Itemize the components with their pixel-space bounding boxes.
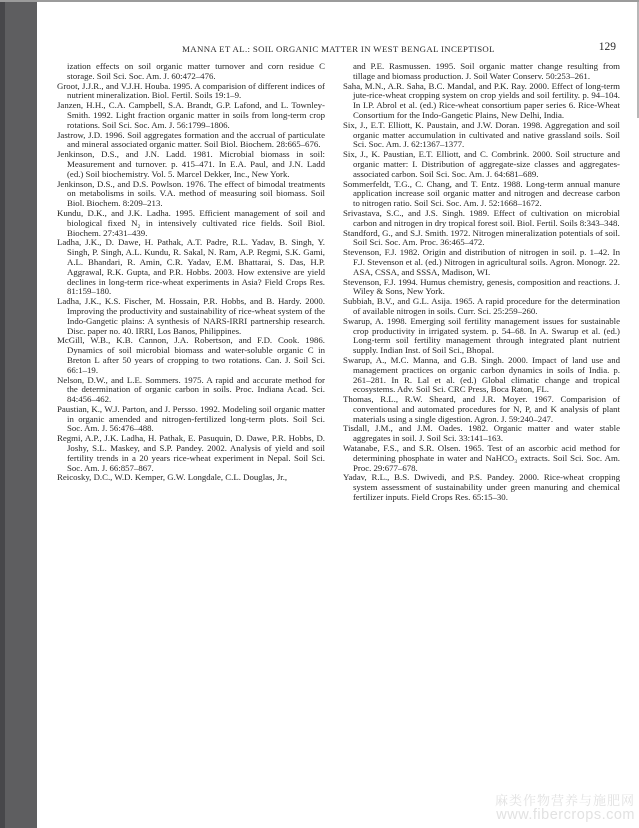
references-column-right (343, 62, 620, 503)
reference-entry: Jenkinson, D.S., and D.S. Powlson. 1976. The effect of bimodal treatments on metabolisms in soils. V.A. method of measuring soil biomass. Soil Biol. Biochem. 8:209–213. (57, 178, 325, 209)
page-top-border (0, 0, 639, 2)
reference-entry: Jenkinson, D.S., and J.N. Ladd. 1981. Microbial biomass in soil: Measurement and turnover. p. 415–471. In E.A. Paul, and J.N. Ladd (ed.) Soil biochemistry. Vol. 5. Marcel Dekker, Inc., New York. (57, 149, 325, 179)
reference-entry: Kundu, D.K., and J.K. Ladha. 1995. Efficient management of soil and biological fixed N₂ in intensively cultivated rice fields. Soil Biol. Biochem. 27:431–439. (57, 207, 325, 238)
copyright-sidebar (0, 0, 37, 828)
reference-entry: Paustian, K., W.J. Parton, and J. Persso. 1992. Modeling soil organic matter in organic amended and nitrogen-fertilized long-term plots. Soil Sci. Soc. Am. J. 56:476–488. (57, 403, 325, 434)
reference-entry: Tisdall, J.M., and J.M. Oades. 1982. Organic matter and water stable aggregates in soil. J. Soil Sci. 33:141–163. (343, 423, 620, 444)
page-header (57, 41, 620, 58)
reference-entry: Reicosky, D.C., W.D. Kemper, G.W. Longdale, C.L. Douglas, Jr., (57, 472, 288, 483)
reference-entry: Six, J., K. Paustian, E.T. Elliott, and C. Combrink. 2000. Soil structure and organic matter: I. Distribution of aggregate-size classes and aggregates-associated carbon. Soil Sci. Soc. Am. J. 64:681–689. (343, 149, 620, 179)
reference-entry: Yadav, R.L., B.S. Dwivedi, and P.S. Pandey. 2000. Rice-wheat cropping system assessment of sustainability under green manuring and chemical fertilizer inputs. Field Crops Res. 65:15–30. (343, 472, 620, 503)
reference-entry: Thomas, R.L., R.W. Sheard, and J.R. Moyer. 1967. Comparision of conventional and automated procedures for N, P, and K analysis of plant materials using a single digestion. Agron. J. 59:240–247. (343, 394, 620, 424)
reference-entry: Groot, J.J.R., and V.J.H. Houba. 1995. A comparision of different indices of nutrient mineralization. Biol. Fertil. Soils 19:1–9. (57, 80, 325, 101)
watermark-site-name: 麻类作物营养与施肥网 (494, 793, 635, 808)
reference-entry: Swarup, A., M.C. Manna, and G.B. Singh. 2000. Impact of land use and management practices on organic carbon dynamics in soils of India. p. 261–281. In R. Lal et al. (ed.) Global climatic change and tropical ecosystems. Adv. Soil Sci. CRC Press, Boca Raton, FL. (343, 354, 620, 395)
reference-entry: Stevenson, F.J. 1994. Humus chemistry, genesis, composition and reactions. J. Wiley & Sons, New York. (343, 276, 620, 297)
watermark-url: www.fibercrops.com (496, 807, 635, 823)
reference-entry: Six, J., E.T. Elliott, K. Paustain, and J.W. Doran. 1998. Aggregation and soil organic matter accumulation in cultivated and native grassland soils. Soil Sci. Soc. Am. J. 62:1367–1377. (343, 119, 620, 150)
reference-entry: Srivastava, S.C., and J.S. Singh. 1989. Effect of cultivation on microbial carbon and nitrogen in dry tropical forest soil. Biol. Fertil. Soils 8:343–348. (343, 207, 620, 228)
references-column-left (57, 62, 325, 483)
reference-entry: Jastrow, J.D. 1996. Soil aggregates formation and the accrual of particulate and mineral associated organic matter. Soil Biol. Biochem. 28:665–676. (57, 129, 325, 150)
sidebar-edge-strip (0, 0, 5, 828)
reference-entry: Stevenson, F.J. 1982. Origin and distribution of nitrogen in soil. p. 1–42. In F.J. Stevenson et al. (ed.) Nitrogen in agricultural soils. Agron. Monogr. 22. ASA, CSSA, and SSSA, Madison, WI. (343, 247, 620, 277)
reference-entry: Janzen, H.H., C.A. Campbell, S.A. Brandt, G.P. Lafond, and L. Townley-Smith. 1992. Light fraction organic matter in soils from long-term crop rotations. Soil Sci. Soc. Am. J. 56:1799–1806. (57, 100, 325, 130)
reference-entry: Watanabe, F.S., and S.R. Olsen. 1965. Test of an ascorbic acid method for determining phosphate in water and NaHCO₃ extracts. Soil Sci. Soc. Am. Proc. 29:677–678. (343, 443, 620, 473)
reference-entry: Ladha, J.K., K.S. Fischer, M. Hossain, P.R. Hobbs, and B. Hardy. 2000. Improving the productivity and sustainability of rice-wheat system of the Indo-Gangetic plains: A synthesis of NARS-IRRI partnership research. Disc. paper no. 40. IRRI, Los Banos, Philippines. (57, 296, 325, 336)
reference-entry: Swarup, A. 1998. Emerging soil fertility management issues for sustainable crop productivity in irrigated system. p. 54–68. In A. Swarup et al. (ed.) Long-term soil fertility management through integrated plant nutrient supply. Indian Inst. of Soil Sci., Bhopal. (343, 315, 620, 356)
reference-entry: Regmi, A.P., J.K. Ladha, H. Pathak, E. Pasuquin, D. Dawe, P.R. Hobbs, D. Joshy, S.L. Maskey, and S.P. Pandey. 2002. Analysis of yield and soil fertility trends in a 20 years rice-wheat experiment in Nepal. Soil Sci. Soc. Am. J. 66:857–867. (57, 433, 325, 473)
reference-entry: Ladha, J.K., D. Dawe, H. Pathak, A.T. Padre, R.L. Yadav, B. Singh, Y. Singh, P. Singh, A.L. Kundu, R. Sakal, N. Ram, A.P. Regmi, S.K. Gami, A.L. Bhandari, R. Amin, C.R. Yadav, E.M. Bhattarai, S. Das, H.P. Aggrawal, R.K. Gupta, and P.R. Hobbs. 2003. How extensive are yield declines in long-term rice-wheat experiments in Asia? Field Crops Res. 81:159–180. (57, 237, 325, 297)
reference-entry: Sommerfeldt, T.G., C. Chang, and T. Entz. 1988. Long-term annual manure application increase soil organic matter and nitrogen and decrease carbon to nitrogen ratio. Soil Sci. Soc. Am. J. 52:1668–1672. (343, 178, 620, 209)
watermark (495, 794, 635, 823)
reference-entry: Subbiah, B.V., and G.L. Asija. 1965. A rapid procedure for the determination of available nitrogen in soils. Curr. Sci. 25:259–260. (343, 296, 620, 316)
reference-entry: Nelson, D.W., and L.E. Sommers. 1975. A rapid and accurate method for the determination of organic carbon in soils. Proc. Indiana Acad. Sci. 84:456–462. (57, 374, 325, 405)
reference-entry: McGill, W.B., K.B. Cannon, J.A. Robertson, and F.D. Cook. 1986. Dynamics of soil microbial biomass and water-soluble organic C in Breton L after 50 years of cropping to two rotations. Can. J. Soil Sci. 66:1–19. (57, 335, 325, 375)
reference-entry: ization effects on soil organic matter turnover and corn residue C storage. Soil Sci. Soc. Am. J. 60:472–476. (67, 61, 325, 81)
reference-entry: and P.E. Rasmussen. 1995. Soil organic matter change resulting from tillage and biomass production. J. Soil Water Conserv. 50:253–261. (353, 61, 620, 81)
page-number: 129 (598, 41, 616, 53)
reference-entry: Saha, M.N., A.R. Saha, B.C. Mandal, and P.K. Ray. 2000. Effect of long-term jute-rice-wheat cropping system on crop yields and soil fertility. p. 94–104. In I.P. Abrol et al. (ed.) Rice-wheat consortium paper series 6. Rice-Wheat Consortium for the Indo-Gangetic Plains, New Delhi, India. (343, 80, 620, 120)
running-title: MANNA ET AL.: SOIL ORGANIC MATTER IN WEST BENGAL INCEPTISOL (182, 44, 495, 54)
reference-entry: Standford, G., and S.J. Smith. 1972. Nitrogen mineralization potentials of soil. Soil Sci. Soc. Am. Proc. 36:465–472. (343, 227, 620, 248)
